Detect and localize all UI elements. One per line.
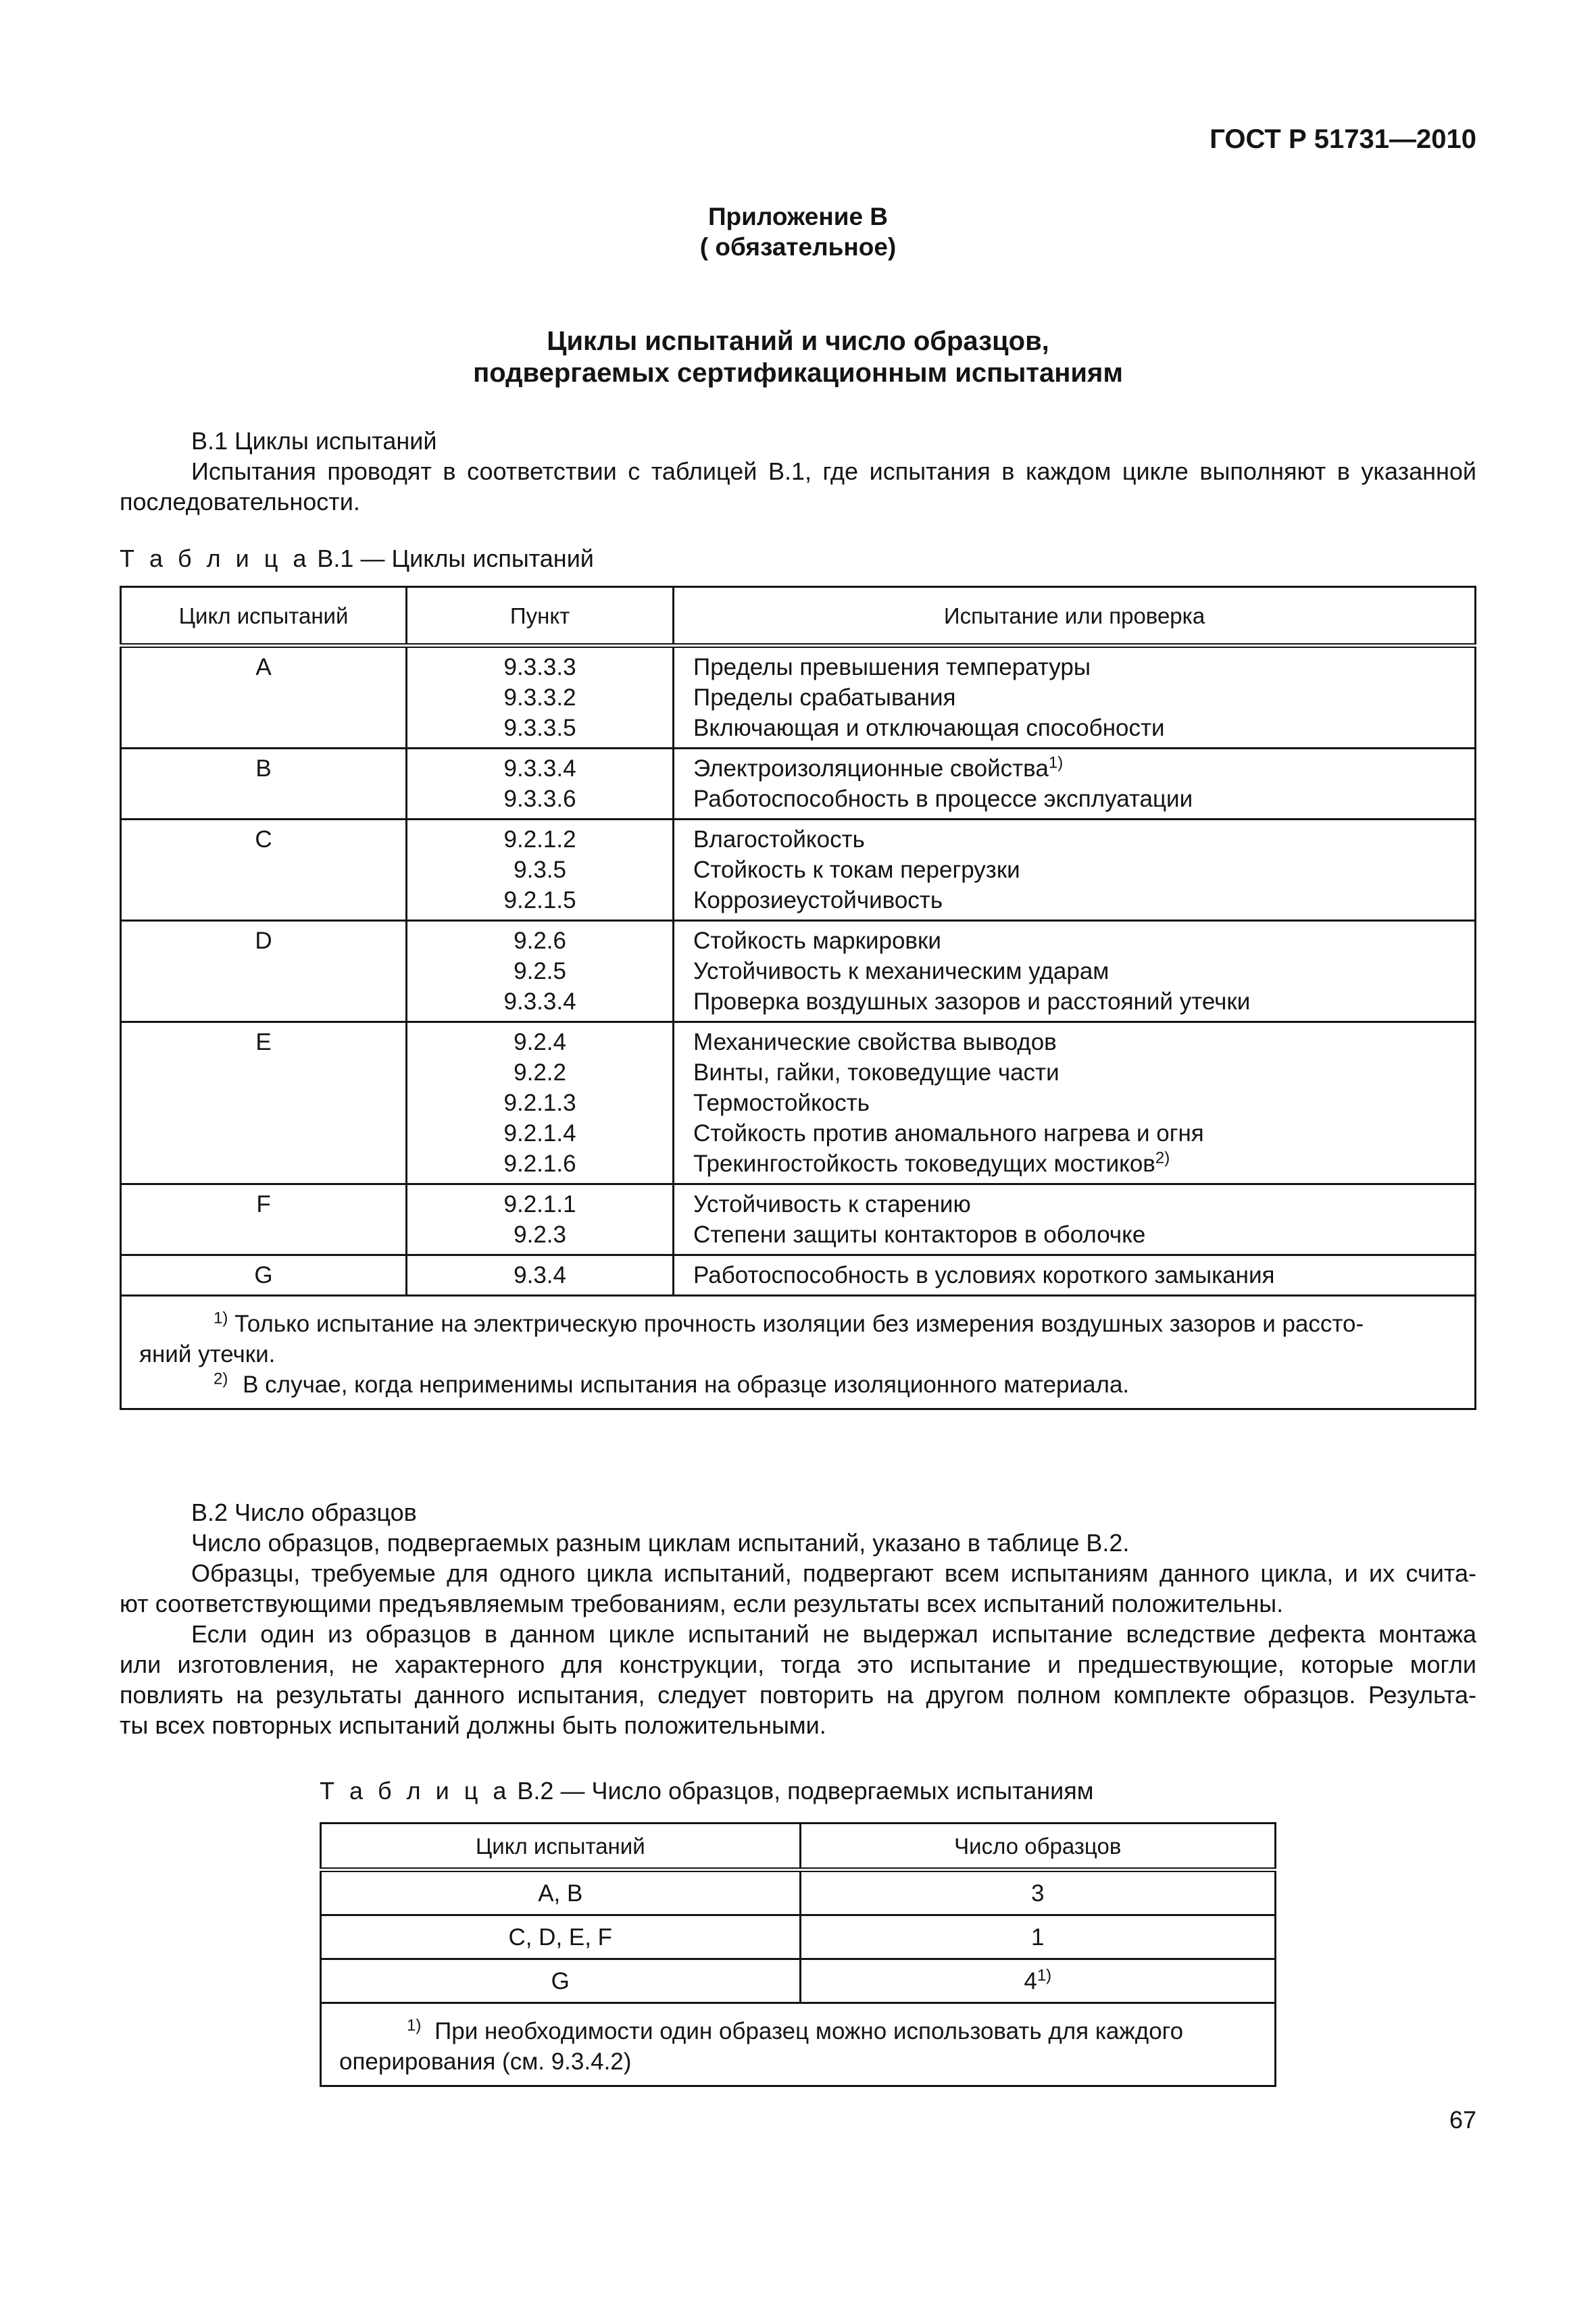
clause-cell (407, 1022, 674, 1184)
test-cell (674, 749, 1476, 820)
annex-title: Приложение В (707, 203, 889, 230)
section-b2-paragraph-1: Число образцов, подвергаемых разным циклам испытаний, указано в таблице В.2. (191, 1529, 1130, 1557)
table-row (321, 1915, 1276, 1959)
cycle-cell: G (321, 1959, 801, 2003)
clause-number: 9.3.3.6 (503, 786, 576, 812)
clause-cell (407, 1184, 674, 1255)
sample-count-table (320, 1822, 1276, 2087)
test-name (693, 1088, 1474, 1118)
clause-cell (407, 749, 674, 820)
sample-count-value: 1 (1031, 1923, 1045, 1951)
test-name-text: Стойкость против аномального нагрева и огня (693, 1120, 1204, 1147)
standard-number: ГОСТ Р 51731—2010 (1210, 124, 1476, 154)
table-row (121, 749, 1476, 820)
clause-number: 9.2.1.1 (503, 1191, 576, 1217)
clause-number: 9.2.2 (514, 1059, 566, 1086)
table-caption-text: В.2 — Число образцов, подвергаемых испытаниям (510, 1777, 1094, 1805)
table-header-row (121, 587, 1476, 646)
test-name (693, 986, 1474, 1017)
test-name-text: Включающая и отключающая способности (693, 715, 1165, 741)
cycle-cell: F (121, 1184, 407, 1255)
clause-cell (407, 820, 674, 921)
test-name (693, 1219, 1474, 1250)
test-name-text: Термостойкость (693, 1090, 870, 1116)
annex-heading-line-1: Циклы испытаний и число образцов, (547, 326, 1049, 356)
test-name-text: Электроизоляционные свойства (693, 755, 1049, 782)
test-name (693, 1260, 1474, 1290)
section-b1-text-line-2: последовательности. (120, 488, 360, 515)
clause-cell (407, 921, 674, 1022)
column-header-clause: Пункт (407, 587, 674, 646)
test-name-text: Проверка воздушных зазоров и расстояний утечки (693, 988, 1251, 1015)
clause-number: 9.2.1.3 (503, 1090, 576, 1116)
test-name-text: Устойчивость к старению (693, 1191, 971, 1217)
test-cell (674, 1184, 1476, 1255)
cycle-cell: E (121, 1022, 407, 1184)
test-name-text: Работоспособность в условиях короткого замыкания (693, 1262, 1275, 1288)
test-name (693, 1118, 1474, 1149)
clause-number: 9.2.4 (514, 1029, 566, 1055)
test-name (693, 1189, 1474, 1219)
cycle-cell: А (121, 646, 407, 749)
footnote-1-text-line-1: Только испытание на электрическую прочность изоляции без измерения воздушных зазоров и рассто- (234, 1311, 1364, 1337)
test-name (693, 682, 1474, 713)
clause-number: 9.3.3.4 (503, 755, 576, 782)
section-b2-paragraph-3-line-4: ты всех повторных испытаний должны быть положительными. (120, 1711, 826, 1739)
clause-number: 9.3.4 (514, 1262, 566, 1288)
table-footnotes (121, 1296, 1476, 1409)
test-name (693, 926, 1474, 956)
clause-number: 9.2.6 (514, 928, 566, 954)
table-row (121, 921, 1476, 1022)
sample-count-cell (800, 1915, 1275, 1959)
clause-cell (407, 1255, 674, 1296)
table-row (321, 1870, 1276, 1915)
test-cell (674, 646, 1476, 749)
test-name-text: Степени защиты контакторов в оболочке (693, 1222, 1146, 1248)
sample-count-value: 3 (1031, 1880, 1045, 1907)
clause-number: 9.2.1.6 (503, 1151, 576, 1177)
clause-cell (407, 646, 674, 749)
test-name-text: Влагостойкость (693, 826, 865, 853)
section-b2-heading: В.2 Число образцов (191, 1499, 417, 1526)
clause-number: 9.2.3 (514, 1222, 566, 1248)
clause-number: 9.3.3.5 (503, 715, 576, 741)
clause-number: 9.3.3.3 (503, 654, 576, 680)
cycle-cell: B (121, 749, 407, 820)
test-name (693, 1027, 1474, 1057)
test-name (693, 784, 1474, 814)
sample-count-value: 4 (1024, 1967, 1037, 1994)
test-name-text: Пределы срабатывания (693, 684, 956, 711)
test-name (693, 956, 1474, 986)
annex-heading-line-2: подвергаемых сертификационным испытаниям (473, 358, 1123, 388)
test-name (693, 885, 1474, 915)
column-header-cycle: Цикл испытаний (121, 587, 407, 646)
test-name (693, 652, 1474, 682)
test-cell (674, 921, 1476, 1022)
table-footnotes-row (121, 1296, 1476, 1409)
test-name-text: Механические свойства выводов (693, 1029, 1057, 1055)
section-b1-text-line-1: Испытания проводят в соответствии с таблицей В.1, где испытания в каждом цикле выполняют в указанной (191, 457, 1476, 485)
column-header-cycle: Цикл испытаний (321, 1823, 801, 1870)
test-cell (674, 820, 1476, 921)
section-b2-paragraph-3-line-1: Если один из образцов в данном цикле испытаний не выдержал испытание вследствие дефекта монтажа (191, 1620, 1476, 1648)
page-number: 67 (1449, 2106, 1476, 2134)
section-b2-paragraph-2-line-2: ют соответствующими предъявляемым требованиям, если результаты всех испытаний положительны. (120, 1590, 1284, 1617)
test-name (693, 713, 1474, 743)
footnote-1-text-line-2: яний утечки. (139, 1341, 276, 1367)
footnote-2-mark: 2) (214, 1369, 228, 1388)
test-name-text: Винты, гайки, токоведущие части (693, 1059, 1059, 1086)
clause-number: 9.3.5 (514, 857, 566, 883)
clause-number: 9.2.1.4 (503, 1120, 576, 1147)
table-row (121, 1255, 1476, 1296)
table-row (321, 1959, 1276, 2003)
cycle-cell: C, D, E, F (321, 1915, 801, 1959)
sample-count-cell (800, 1870, 1275, 1915)
test-name (693, 855, 1474, 885)
table-row (121, 820, 1476, 921)
clause-number: 9.2.5 (514, 958, 566, 984)
test-name-text: Пределы превышения температуры (693, 654, 1091, 680)
test-name (693, 824, 1474, 855)
table-caption-text: В.1 — Циклы испытаний (310, 545, 594, 572)
table-footnotes-row (321, 2003, 1276, 2086)
footnote-reference: 2) (1155, 1149, 1170, 1167)
table-footnote (321, 2003, 1276, 2086)
table-caption-prefix: Т а б л и ц а (120, 545, 311, 572)
test-cell (674, 1255, 1476, 1296)
clause-number: 9.2.1.2 (503, 826, 576, 853)
footnote-mark: 1) (407, 2016, 422, 2035)
table-header-row (321, 1823, 1276, 1870)
test-name-text: Трекингостойкость токоведущих мостиков (693, 1151, 1155, 1177)
column-header-test: Испытание или проверка (674, 587, 1476, 646)
test-name-text: Стойкость маркировки (693, 928, 941, 954)
test-name (693, 753, 1474, 784)
test-name (693, 1057, 1474, 1088)
cycle-cell: C (121, 820, 407, 921)
test-name-text: Работоспособность в процессе эксплуатации (693, 786, 1193, 812)
cycle-cell: G (121, 1255, 407, 1296)
table-caption-prefix: Т а б л и ц а (320, 1777, 511, 1805)
test-name-text: Устойчивость к механическим ударам (693, 958, 1109, 984)
footnote-reference: 1) (1037, 1965, 1052, 1984)
table-b2-caption (320, 1777, 1093, 1805)
cycle-cell: D (121, 921, 407, 1022)
footnote-1-mark: 1) (214, 1309, 228, 1328)
clause-number: 9.2.1.5 (503, 887, 576, 913)
table-row (121, 1022, 1476, 1184)
test-cell (674, 1022, 1476, 1184)
footnote-text-line-2: оперирования (см. 9.3.4.2) (339, 2048, 632, 2075)
test-name (693, 1149, 1474, 1179)
footnote-reference: 1) (1048, 753, 1064, 772)
cycle-cell: A, B (321, 1870, 801, 1915)
table-row (121, 1184, 1476, 1255)
test-name-text: Коррозиеустойчивость (693, 887, 943, 913)
test-name-text: Стойкость к токам перегрузки (693, 857, 1020, 883)
footnote-text-line-1: При необходимости один образец можно использовать для каждого (434, 2018, 1184, 2044)
footnote-2-text: В случае, когда неприменимы испытания на образце изоляционного материала. (243, 1372, 1130, 1398)
sample-count-cell (800, 1959, 1275, 2003)
clause-number: 9.3.3.2 (503, 684, 576, 711)
table-row (121, 646, 1476, 749)
clause-number: 9.3.3.4 (503, 988, 576, 1015)
section-b2-paragraph-3-line-2: или изготовления, не характерного для конструкции, тогда это испытание и предшествующие, которые могли (120, 1651, 1476, 1678)
section-b2-paragraph-3-line-3: повлиять на результаты данного испытания, следует повторить на другом полном комплекте образцов. Результа- (120, 1681, 1476, 1709)
test-cycles-table (120, 586, 1476, 1410)
table-b1-caption (120, 545, 594, 573)
annex-status: ( обязательное) (699, 233, 897, 261)
section-b2-paragraph-2-line-1: Образцы, требуемые для одного цикла испытаний, подвергают всем испытаниям данного цикла, и их счита- (191, 1559, 1476, 1587)
column-header-sample-count: Число образцов (800, 1823, 1275, 1870)
section-b1-heading: В.1 Циклы испытаний (191, 427, 437, 455)
